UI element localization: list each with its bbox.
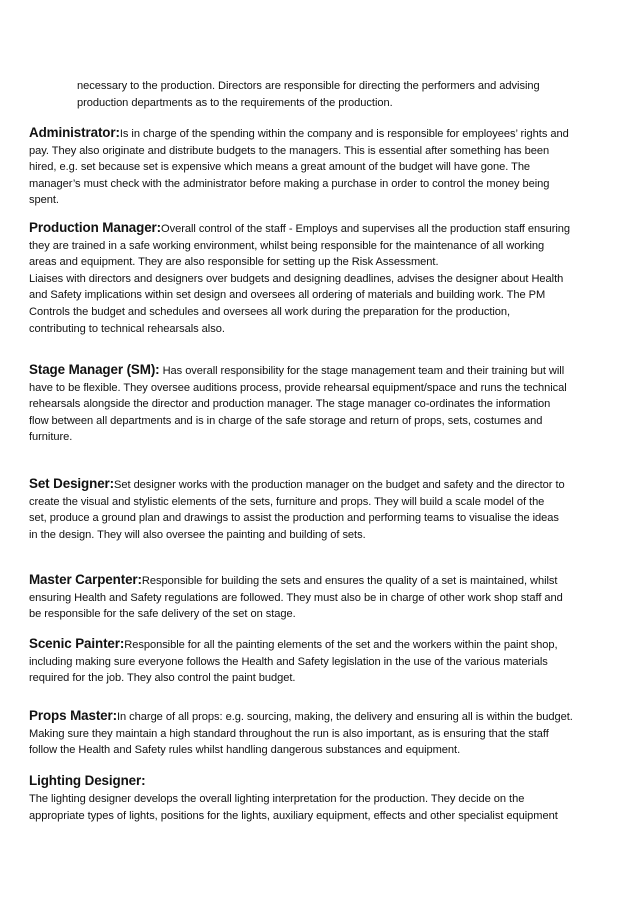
- production-manager-line-5: and Safety implications within set design and oversees all ordering of materials and building work. The PM: [29, 289, 546, 302]
- scenic-painter-term: Scenic Painter:: [29, 636, 125, 651]
- intro-line-2: production departments as to the requirements of the production.: [77, 96, 393, 109]
- props-master-line-2: Making sure they maintain a high standard throughout the run is also important, as is ensuring that the staff: [29, 727, 549, 740]
- props-master-line-3: follow the Health and Safety rules whilst handling dangerous substances and equipment.: [29, 744, 461, 757]
- production-manager-line-2: they are trained in a safe working environment, whilst being responsible for the maintenance of all working: [29, 239, 545, 252]
- administrator-first-line: [29, 125, 609, 143]
- set-designer-line-2: create the visual and stylistic elements of the sets, furniture and props. They will build a scale model of the: [29, 495, 545, 508]
- stage-manager-line-4: flow between all departments and is in charge of the safe storage and return of props, sets, costumes and: [29, 414, 543, 427]
- stage-manager-line-2: have to be flexible. They oversee auditions process, provide rehearsal equipment/space and runs the technical: [29, 381, 567, 394]
- set-designer-term: Set Designer:: [29, 476, 115, 491]
- stage-manager-line-3: rehearsals alongside the director and production manager. The stage manager co-ordinates the information: [29, 398, 551, 411]
- stage-manager-first-line: [29, 362, 609, 380]
- master-carpenter-line-2: ensuring Health and Safety regulations are followed. They must also be in charge of other work shop staff and: [29, 591, 563, 604]
- props-master-first-line: [29, 708, 609, 726]
- production-manager-line-3: areas and equipment. They are also responsible for setting up the Risk Assessment.: [29, 256, 439, 269]
- set-designer-first-line: [29, 476, 609, 494]
- administrator-line-4: manager’s must check with the administrator before making a purchase in order to control the money being: [29, 177, 550, 190]
- production-manager-line-4: Liaises with directors and designers over budgets and designing deadlines, advises the designer about Health: [29, 272, 564, 285]
- production-manager-paragraph: [29, 220, 609, 337]
- production-manager-term: Production Manager:: [29, 220, 162, 235]
- set-designer-first-text: Set designer works with the production manager on the budget and safety and the director to: [114, 479, 565, 491]
- stage-manager-term: Stage Manager (SM):: [29, 362, 160, 377]
- master-carpenter-paragraph: [29, 572, 609, 623]
- production-manager-first-line: [29, 220, 609, 238]
- stage-manager-first-text: Has overall responsibility for the stage management team and their training but will: [159, 365, 565, 377]
- scenic-painter-line-2: including making sure everyone follows the Health and Safety legislation in the use of the various materials: [29, 655, 548, 668]
- administrator-line-5: spent.: [29, 194, 59, 207]
- props-master-first-text: In charge of all props: e.g. sourcing, making, the delivery and ensuring all is within the budget.: [117, 711, 573, 723]
- scenic-painter-first-text: Responsible for all the painting elements of the set and the workers within the paint shop,: [124, 639, 558, 651]
- stage-manager-paragraph: [29, 362, 609, 446]
- production-manager-line-7: contributing to technical rehearsals also.: [29, 322, 225, 335]
- set-designer-line-4: in the design. They will also oversee the painting and building of sets.: [29, 528, 366, 541]
- lighting-designer-paragraph: [29, 771, 609, 824]
- master-carpenter-first-line: [29, 572, 609, 590]
- props-master-paragraph: [29, 708, 609, 759]
- master-carpenter-first-text: Responsible for building the sets and ensures the quality of a set is maintained, whilst: [141, 575, 558, 587]
- scenic-painter-first-line: [29, 636, 609, 654]
- administrator-first-text: Is in charge of the spending within the company and is responsible for employees’ rights and: [119, 128, 569, 140]
- intro-line-1: necessary to the production. Directors are responsible for directing the performers and advising: [77, 80, 540, 92]
- production-manager-line-6: Controls the budget and schedules and oversees all work during the preparation for the production,: [29, 305, 511, 318]
- set-designer-line-3: set, produce a ground plan and drawings to assist the production and performing teams to visualise the ideas: [29, 512, 559, 525]
- lighting-designer-line-2: appropriate types of lights, positions for the lights, auxiliary equipment, effects and other specialist equipment: [29, 809, 558, 822]
- production-manager-first-text: Overall control of the staff - Employs and supervises all the production staff ensuring: [161, 223, 571, 235]
- administrator-term: Administrator:: [29, 125, 120, 140]
- administrator-line-2: pay. They also originate and distribute budgets to the managers. This is essential after something has been: [29, 144, 550, 157]
- props-master-term: Props Master:: [29, 708, 117, 723]
- master-carpenter-line-3: be responsible for the safe delivery of the set on stage.: [29, 608, 296, 621]
- set-designer-paragraph: [29, 476, 609, 543]
- administrator-paragraph: [29, 125, 609, 209]
- lighting-designer-term: Lighting Designer:: [29, 773, 146, 788]
- scenic-painter-paragraph: [29, 636, 609, 687]
- stage-manager-line-5: furniture.: [29, 431, 73, 444]
- lighting-designer-line-1: The lighting designer develops the overall lighting interpretation for the production. They decide on the: [29, 793, 525, 805]
- administrator-line-3: hired, e.g. set because set is expensive which means a great amount of the budget will have gone. The: [29, 161, 531, 174]
- master-carpenter-term: Master Carpenter:: [29, 572, 142, 587]
- scenic-painter-line-3: required for the job. They also control the paint budget.: [29, 672, 296, 685]
- intro-paragraph: [77, 78, 609, 111]
